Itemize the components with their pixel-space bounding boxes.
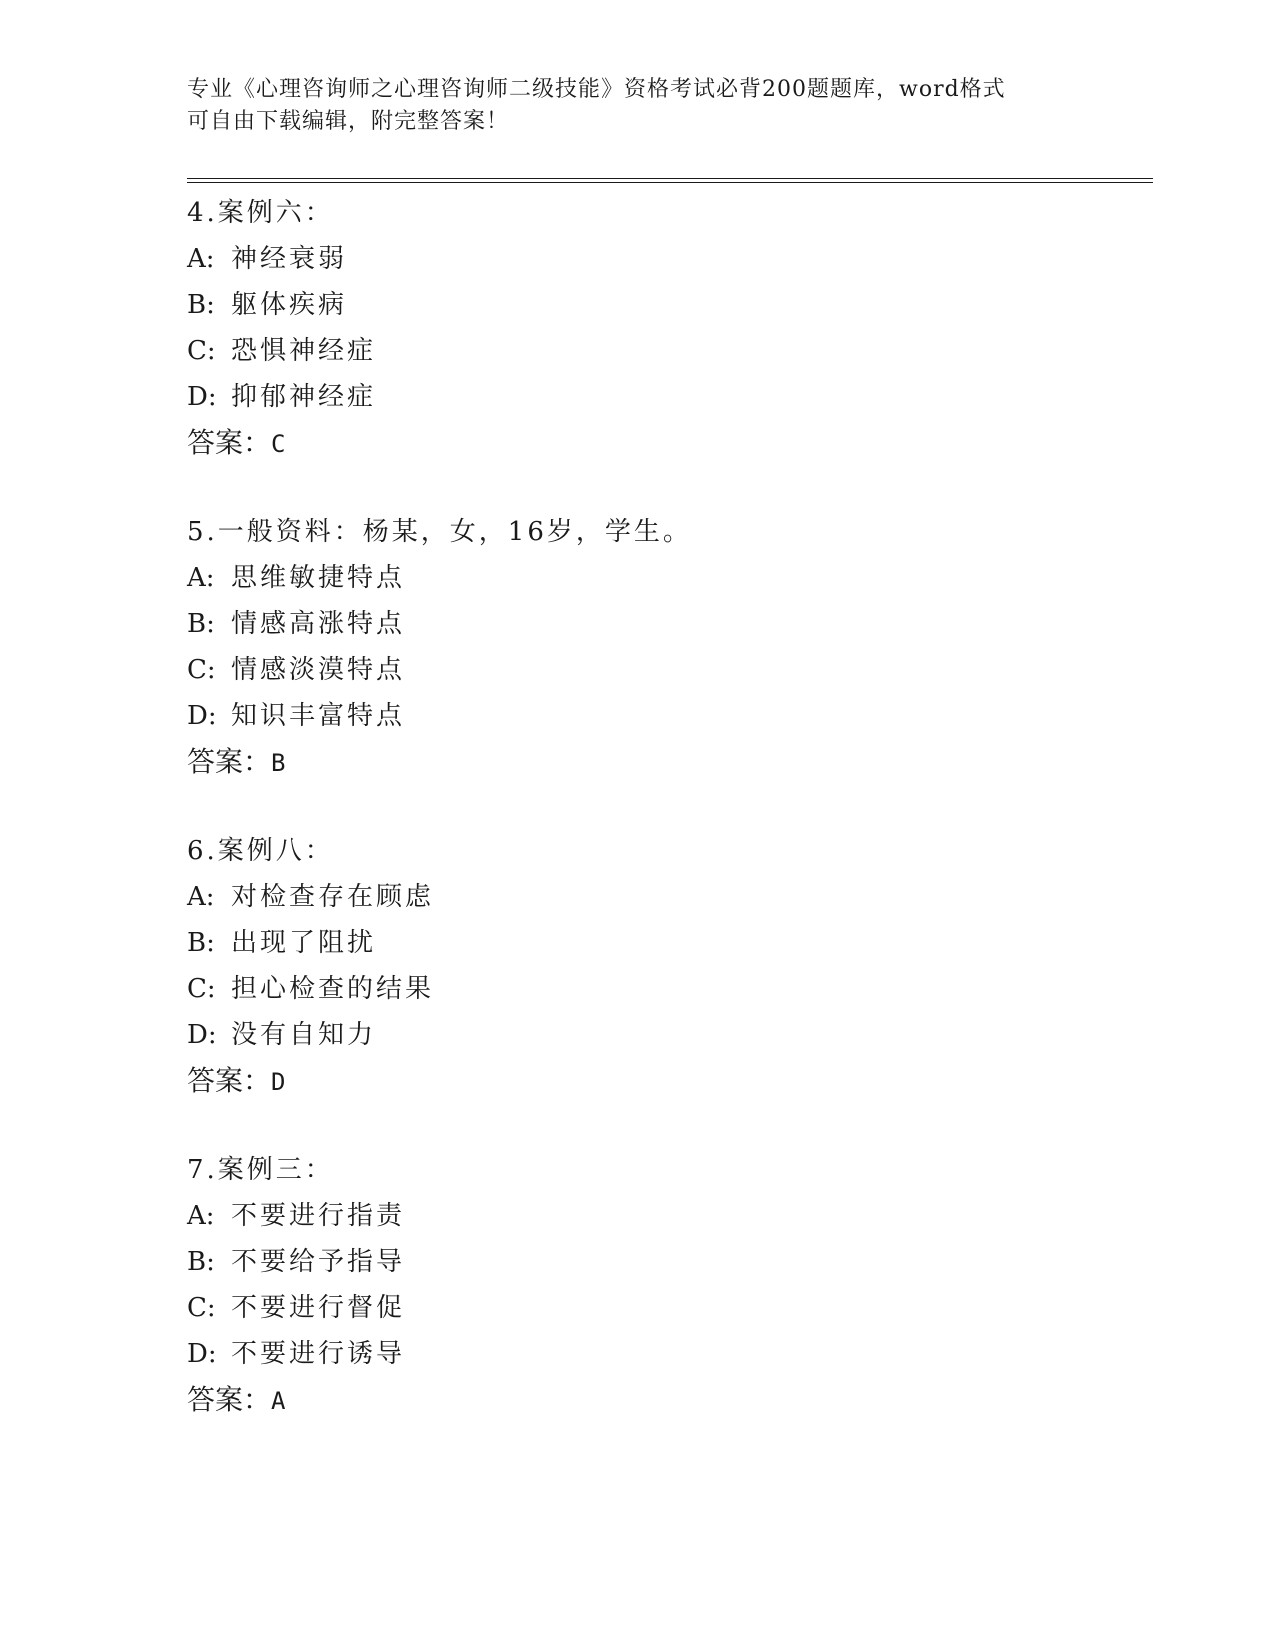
option-text: 情感淡漠特点 (231, 655, 406, 685)
option-letter: C: (187, 1293, 216, 1323)
answer-value: C (271, 430, 286, 458)
header-divider-top (187, 178, 1153, 179)
option-a (187, 1193, 1147, 1239)
option-letter: D: (187, 1339, 217, 1369)
option-a (187, 874, 1147, 920)
option-text: 不要进行诱导 (231, 1339, 406, 1369)
option-text: 不要给予指导 (231, 1247, 406, 1277)
question-title: 5.一般资料：杨某，女，16岁，学生。 (187, 517, 692, 547)
option-letter: B: (187, 1247, 215, 1277)
option-letter: D: (187, 701, 217, 731)
option-text: 不要进行指责 (231, 1201, 406, 1231)
option-text: 抑郁神经症 (231, 382, 377, 412)
header-line-1: 专业《心理咨询师之心理咨询师二级技能》资格考试必背200题题库，word格式 (187, 77, 1006, 102)
question-title: 6.案例八： (187, 836, 334, 866)
option-b (187, 282, 1147, 328)
option-c (187, 966, 1147, 1012)
option-d (187, 1012, 1147, 1058)
answer-label: 答案： (187, 426, 272, 459)
option-letter: A: (187, 244, 215, 274)
option-letter: D: (187, 1020, 217, 1050)
option-text: 思维敏捷特点 (231, 563, 406, 593)
question-6 (187, 828, 1147, 1104)
option-text: 知识丰富特点 (231, 701, 406, 731)
option-d (187, 1331, 1147, 1377)
option-letter: A: (187, 563, 215, 593)
answer-label: 答案： (187, 1383, 272, 1416)
option-letter: A: (187, 1201, 215, 1231)
answer-value: D (271, 1068, 286, 1096)
answer-line (187, 420, 1147, 466)
option-letter: D: (187, 382, 217, 412)
option-text: 情感高涨特点 (231, 609, 406, 639)
option-text: 神经衰弱 (231, 244, 348, 274)
option-letter: B: (187, 290, 215, 320)
option-text: 不要进行督促 (231, 1293, 406, 1323)
answer-label: 答案： (187, 745, 272, 778)
option-b (187, 601, 1147, 647)
option-text: 没有自知力 (231, 1020, 377, 1050)
option-a (187, 236, 1147, 282)
answer-line (187, 739, 1147, 785)
question-title: 7.案例三： (187, 1155, 334, 1185)
header-line-2: 可自由下载编辑，附完整答案！ (187, 109, 510, 134)
answer-line (187, 1058, 1147, 1104)
option-letter: A: (187, 882, 215, 912)
option-letter: B: (187, 928, 215, 958)
header-divider-bottom (187, 182, 1153, 183)
option-b (187, 1239, 1147, 1285)
option-c (187, 328, 1147, 374)
document-header (187, 74, 1077, 138)
option-text: 躯体疾病 (231, 290, 348, 320)
question-title: 4.案例六： (187, 198, 334, 228)
option-b (187, 920, 1147, 966)
option-letter: C: (187, 336, 216, 366)
answer-label: 答案： (187, 1064, 272, 1097)
option-text: 对检查存在顾虑 (231, 882, 435, 912)
answer-line (187, 1377, 1147, 1423)
question-list (187, 190, 1147, 1466)
option-text: 出现了阻扰 (231, 928, 377, 958)
question-7 (187, 1147, 1147, 1423)
option-d (187, 374, 1147, 420)
answer-value: B (271, 749, 286, 777)
option-letter: B: (187, 609, 215, 639)
option-c (187, 647, 1147, 693)
option-letter: C: (187, 974, 216, 1004)
question-5 (187, 509, 1147, 785)
question-4 (187, 190, 1147, 466)
option-d (187, 693, 1147, 739)
option-letter: C: (187, 655, 216, 685)
option-text: 担心检查的结果 (231, 974, 435, 1004)
option-c (187, 1285, 1147, 1331)
option-text: 恐惧神经症 (231, 336, 377, 366)
option-a (187, 555, 1147, 601)
answer-value: A (271, 1387, 286, 1415)
